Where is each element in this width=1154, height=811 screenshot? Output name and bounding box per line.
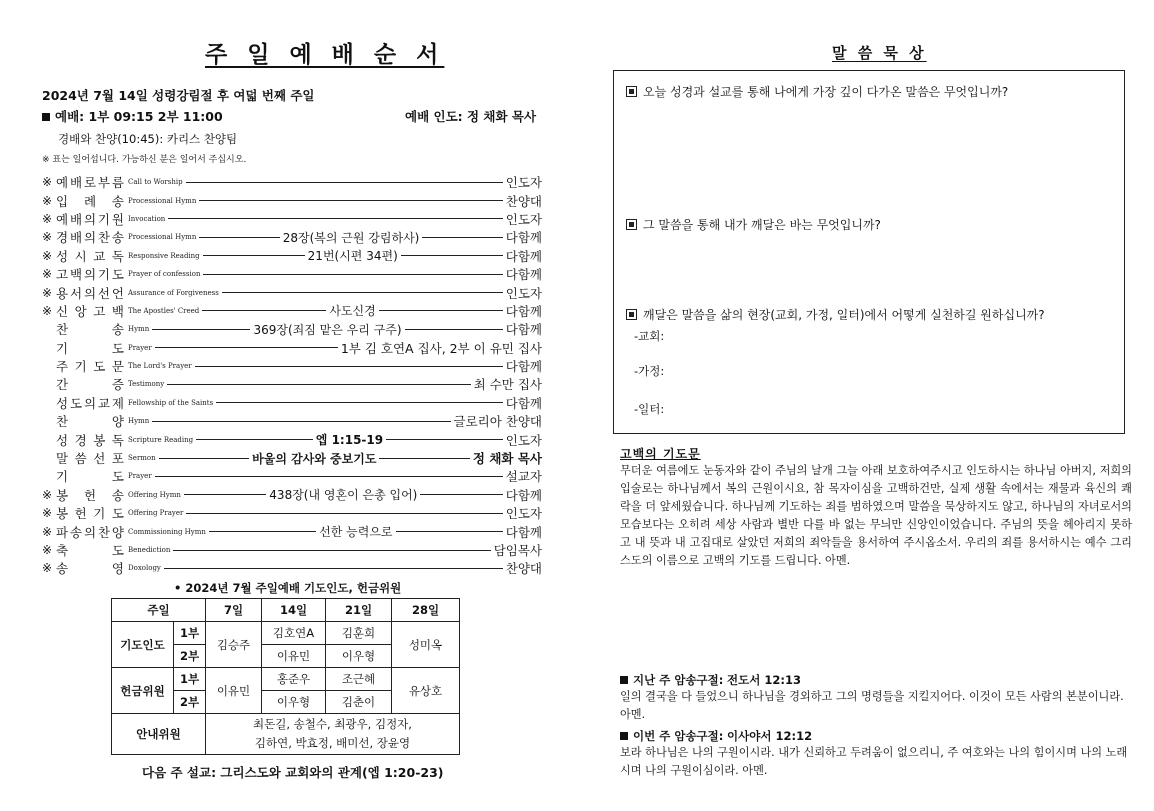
leader-line [186,182,503,183]
leader-line [216,402,503,403]
order-english: Call to Worship [128,178,183,187]
order-name: 신 앙 고 백 [56,303,124,319]
leader-line [379,310,503,311]
order-english: Prayer [128,343,152,352]
duty-service-label: 2부 [174,645,206,668]
duty-cell: 성미옥 [392,622,460,668]
order-responsible: 글로리아 찬양대 [453,414,542,430]
order-row [42,283,542,301]
duty-service-label: 2부 [174,691,206,714]
checkbox-icon [626,219,637,230]
leader-line [209,531,316,532]
order-responsible: 다함께 [505,395,542,411]
order-english: Processional Hymn [128,196,197,205]
leader-line [396,531,503,532]
order-name: 입 례 송 [56,193,124,209]
order-responsible: 인도자 [505,506,542,522]
praise-team: 경배와 찬양(10:45): 카리스 찬양팀 [58,132,238,146]
order-name: 용 서 의 선 언 [56,285,124,301]
confession-title: 고백의 기도문 [620,447,701,461]
order-responsible: 담임목사 [493,543,542,558]
duty-row-label: 헌금위원 [112,668,174,714]
answer-work: -일터: [634,402,665,416]
standing-note: ※ 표는 일어섭니다. 가능하신 분은 일어서 주십시오. [42,155,247,165]
duty-guide-line: 김하연, 박효정, 배미선, 장윤영 [254,736,411,750]
order-english: Fellowship of the Saints [128,398,214,407]
order-name: 말 씀 선 포 [56,451,124,467]
leader-line [386,439,503,440]
standing-mark: ※ [42,211,53,226]
next-sermon: 다음 주 설교: 그리스도와 교회와의 관계(엡 1:20-23) [142,765,444,780]
duty-guide-line: 최돈길, 송철수, 최광우, 김정자, [253,717,412,731]
order-desc: 엡 1:15-19 [315,433,384,448]
order-name: 간 증 [56,377,124,393]
order-desc: 바울의 감사와 중보기도 [252,451,377,466]
order-responsible: 인도자 [505,432,543,448]
order-desc: 28장(복의 근원 강림하사) [282,230,420,245]
leader-line [422,237,502,238]
order-desc: 369장(죄짐 맡은 우리 구주) [253,322,402,337]
order-row [42,559,542,577]
leader-line [202,310,326,311]
order-responsible: 다함께 [505,267,542,283]
order-english: Commissioning Hymn [128,527,206,536]
leader-line [196,439,313,440]
standing-mark: ※ [42,230,53,245]
order-responsible: 다함께 [505,524,542,540]
leader-line [155,347,338,348]
order-english: Scripture Reading [128,435,194,444]
order-name: 봉 헌 송 [56,487,124,503]
duty-cell: 홍준우 [262,668,326,691]
order-responsible: 인도자 [505,175,542,191]
order-row [42,467,542,485]
standing-mark: ※ [42,561,53,576]
order-name: 예 배 의 기 원 [56,211,124,227]
duty-cell: 조근혜 [326,668,392,691]
order-row [42,191,542,209]
order-responsible: 인도자 [505,285,542,301]
order-row [42,541,542,559]
last-week-ref: 전도서 12:13 [727,673,801,687]
standing-mark: ※ [42,506,53,521]
leader-line [167,384,470,385]
bullet-square-icon [620,676,628,684]
order-english: Processional Hymn [128,233,197,242]
leader-line [164,568,503,569]
order-responsible: 1부 김 호연A 집사, 2부 이 유민 집사 [340,340,542,356]
leader-line [152,329,250,330]
leader-line [195,366,503,367]
this-week-ref: 이사야서 12:12 [727,729,813,743]
duty-header-date: 14일 [262,599,326,622]
this-week-text: 보라 하나님은 나의 구원이시라. 내가 신뢰하고 두려움이 없으리니, 주 여호와는 나의 힘이시며 나의 노래시며 나의 구원이심이라. 아멘. [620,746,1128,777]
standing-mark: ※ [42,303,53,318]
question-3 [626,306,1045,323]
order-desc: 438장(내 영혼이 은총 입어) [269,488,418,503]
standing-mark: ※ [42,248,53,263]
duty-cell: 이우형 [262,691,326,714]
meditation-title: 말 씀 묵 상 [832,44,927,62]
order-row [42,430,542,448]
order-name: 축 도 [56,543,124,558]
order-english: Assurance of Forgiveness [128,288,219,297]
answer-church: -교회: [634,329,665,343]
question-1-text: 오늘 성경과 설교를 통해 나에게 가장 깊이 다가온 말씀은 무엇입니까? [643,85,1009,99]
standing-mark: ※ [42,267,53,282]
leader-line [199,200,502,201]
worship-order [42,173,542,578]
leader-line [405,329,503,330]
order-row [42,302,542,320]
order-english: Offering Hymn [128,490,181,499]
last-week-text: 일의 결국을 다 들었으니 하나님을 경외하고 그의 명령들을 지킬지어다. 이것이 모든 사람의 본분이니라. 아멘. [620,690,1124,721]
leader-line [222,292,503,293]
order-english: Hymn [128,325,150,334]
order-row [42,247,542,265]
duty-table [111,598,460,755]
order-name: 성 시 교 독 [56,248,124,264]
service-times-text: 예배: 1부 09:15 2부 11:00 [55,109,223,124]
standing-mark: ※ [42,193,53,208]
worship-leader: 예배 인도: 정 채화 목사 [405,109,537,124]
duty-title: • 2024년 7월 주일예배 기도인도, 헌금위원 [174,581,402,595]
order-name: 성 경 봉 독 [56,432,124,448]
order-name: 경 배 의 찬 송 [56,230,124,246]
order-responsible: 다함께 [505,359,542,375]
duty-cell: 이유민 [206,668,262,714]
leader-line [401,255,503,256]
last-week-heading [620,672,801,688]
bullet-square-icon [620,732,628,740]
question-1 [626,83,1008,100]
leader-line [159,458,249,459]
leader-line [203,274,502,275]
order-row [42,504,542,522]
order-responsible: 찬양대 [505,561,542,577]
order-name: 예 배 로 부 름 [56,175,124,191]
order-row [42,265,542,283]
this-week-heading [620,728,812,744]
order-row [42,173,542,191]
order-row [42,394,542,412]
page-title: 주 일 예 배 순 서 [205,42,445,68]
order-desc: 선한 능력으로 [319,525,393,540]
meditation-box [613,70,1125,434]
last-week-label: 지난 주 암송구절: [633,673,724,687]
leader-line [199,237,279,238]
leader-line [168,218,502,219]
duty-header-date: 21일 [326,599,392,622]
order-english: Testimony [128,380,165,389]
standing-mark: ※ [42,524,53,539]
leader-line [184,494,266,495]
order-row [42,449,542,467]
question-3-text: 깨달은 말씀을 삶의 현장(교회, 가정, 일터)에서 어떻게 실천하길 원하십니까? [643,308,1045,322]
leader-line [203,255,305,256]
duty-cell: 이우형 [326,645,392,668]
question-2 [626,216,881,233]
order-english: Prayer of confession [128,270,201,279]
order-row [42,339,542,357]
standing-mark: ※ [42,285,53,300]
order-responsible: 정 채화 목사 [472,451,542,467]
date-line: 2024년 7월 14일 성령강림절 후 여덟 번째 주일 [42,88,315,103]
order-english: Sermon [128,454,156,463]
order-english: The Lord's Prayer [128,362,192,371]
order-english: Hymn [128,417,150,426]
order-desc: 사도신경 [329,304,376,319]
this-week-label: 이번 주 암송구절: [633,729,724,743]
order-english: Prayer [128,472,152,481]
leader-line [186,513,502,514]
service-times [42,107,223,125]
order-row [42,522,542,540]
order-responsible: 다함께 [505,230,542,246]
order-name: 성 도 의 교 제 [56,395,124,411]
order-name: 주 기 도 문 [56,359,124,375]
leader-line [152,421,450,422]
leader-line [420,494,502,495]
standing-mark: ※ [42,487,53,502]
confession-text: 무더운 여름에도 눈동자와 같이 주님의 날개 그늘 아래 보호하여주시고 인도하시는 하나님 아버지, 저희의 입술로는 하나님께서 복의 근원이시요, 참 목자이심을 고백하건만, 실제 생활 속에서는 재물과 육신의 쾌락을 더 앞세웠습니다. 하나님께 기도하는 죄를 범하였으며 말씀을 묵상하지도 않고, 하나님의 자녀로서의 모습보다는 오히려 세상 사람과 별반 다를 바 없는 무늬만 신앙인이었습니다. 주님의 뜻을 헤아리지 못하고 내 뜻과 내 고집대로 살았던 저희의 죄악들을 용서하여 주시옵소서. 우리의 죄를 용서하시는 예수 그리스도의 이름으로 고백의 기도를 드립니다. 아멘. [620,464,1132,567]
order-desc: 21번(시편 34편) [307,249,398,264]
order-responsible: 다함께 [505,487,543,503]
order-row [42,210,542,228]
order-responsible: 다함께 [505,322,542,338]
order-responsible: 최 수만 집사 [473,377,542,393]
order-name: 기 도 [56,340,124,356]
duty-header-date: 7일 [206,599,262,622]
duty-service-label: 1부 [174,622,206,645]
standing-mark: ※ [42,175,53,190]
order-row [42,412,542,430]
leader-line [379,458,469,459]
order-row [42,357,542,375]
order-name: 송 영 [56,561,124,577]
order-english: The Apostles' Creed [128,306,200,315]
duty-row-label: 기도인도 [112,622,174,668]
order-row [42,375,542,393]
order-english: Invocation [128,214,166,223]
order-name: 파 송 의 찬 양 [56,524,124,540]
order-name: 찬 양 [56,414,124,430]
duty-cell: 김호연A [262,622,326,645]
question-2-text: 그 말씀을 통해 내가 깨달은 바는 무엇입니까? [643,218,881,232]
order-responsible: 다함께 [505,248,542,264]
answer-home: -가정: [634,364,665,378]
standing-mark: ※ [42,543,53,557]
leader-line [173,550,490,551]
duty-header-sunday: 주일 [112,599,206,622]
leader-line [155,476,503,477]
duty-service-label: 1부 [174,668,206,691]
order-row [42,228,542,246]
bullet-square-icon [42,113,50,121]
duty-cell: 유상호 [392,668,460,714]
order-name: 고 백 의 기 도 [56,267,124,283]
duty-header-date: 28일 [392,599,460,622]
checkbox-icon [626,86,637,97]
order-english: Responsive Reading [128,251,200,260]
duty-cell: 김승주 [206,622,262,668]
order-responsible: 찬양대 [505,193,542,209]
order-name: 찬 송 [56,322,124,338]
duty-cell: 이유민 [262,645,326,668]
duty-row-label: 안내위원 [112,714,206,755]
order-responsible: 인도자 [505,211,542,227]
order-name: 봉 헌 기 도 [56,506,124,522]
order-row [42,320,542,338]
duty-guide-cell [206,714,460,755]
duty-cell: 김춘이 [326,691,392,714]
order-english: Doxology [128,564,161,573]
order-english: Benediction [128,546,171,554]
checkbox-icon [626,309,637,320]
order-name: 기 도 [56,469,124,485]
order-responsible: 다함께 [505,303,542,319]
order-english: Offering Prayer [128,509,184,518]
order-row [42,486,542,504]
order-responsible: 설교자 [505,469,542,485]
duty-cell: 김훈희 [326,622,392,645]
